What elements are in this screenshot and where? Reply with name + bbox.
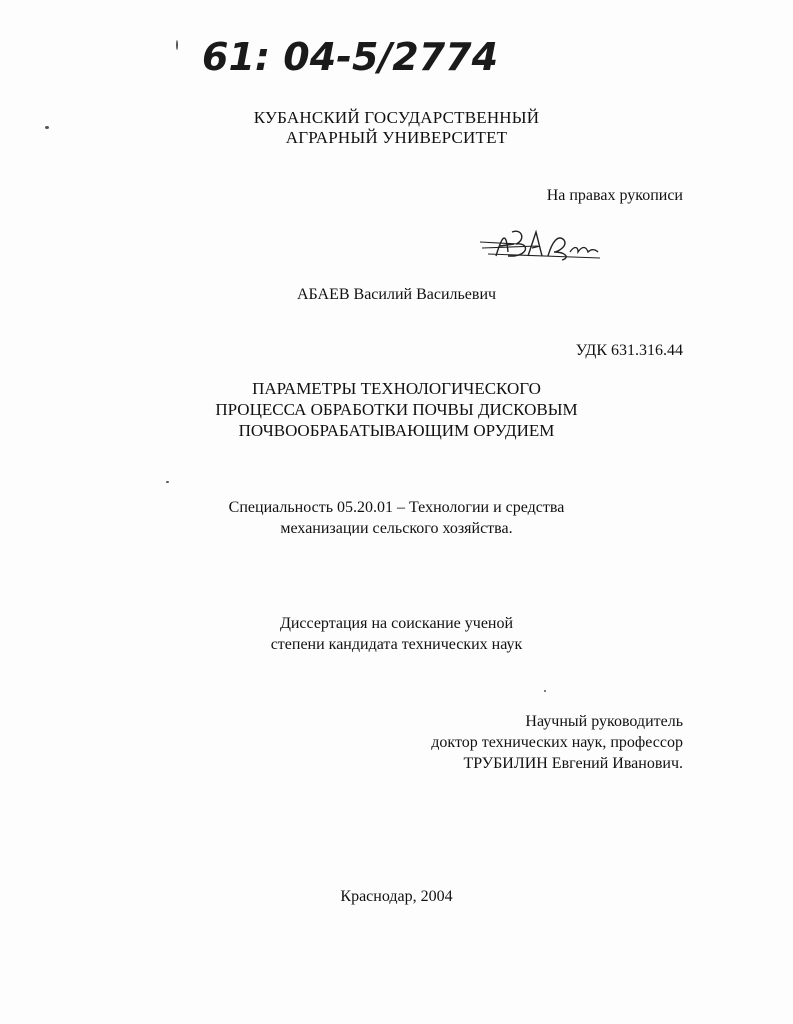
city-year: Краснодар, 2004 [340, 888, 453, 905]
supervisor-line-1: Научный руководитель [525, 713, 683, 730]
scan-mark [166, 481, 169, 483]
supervisor-line-2: доктор технических наук, профессор [431, 734, 683, 751]
supervisor-line-3: ТРУБИЛИН Евгений Иванович. [463, 755, 683, 772]
scan-mark [176, 40, 178, 50]
archive-code-svg [202, 26, 499, 86]
degree-line-2: степени кандидата технических наук [270, 636, 523, 653]
title-line-3: ПОЧВООБРАБАТЫВАЮЩИМ ОРУДИЕМ [238, 421, 555, 440]
supervisor [431, 711, 683, 774]
author-name: АБАЕВ Василий Васильевич [297, 286, 497, 303]
udk-code: УДК 631.316.44 [575, 342, 683, 359]
signature-drawing [478, 222, 602, 270]
university-line-2: АГРАРНЫЙ УНИВЕРСИТЕТ [285, 128, 508, 147]
author-signature [478, 222, 602, 270]
university-name [0, 108, 793, 148]
title-line-1: ПАРАМЕТРЫ ТЕХНОЛОГИЧЕСКОГО [252, 379, 541, 398]
dissertation-title [0, 378, 793, 441]
scan-mark [544, 690, 546, 692]
specialty [0, 497, 793, 539]
specialty-line-1: Специальность 05.20.01 – Технологии и средства [228, 499, 565, 516]
rights-note: На правах рукописи [546, 187, 683, 204]
degree-line-1: Диссертация на соискание ученой [279, 615, 514, 632]
title-line-2: ПРОЦЕССА ОБРАБОТКИ ПОЧВЫ ДИСКОВЫМ [215, 400, 578, 419]
degree-statement [0, 613, 793, 655]
university-line-1: КУБАНСКИЙ ГОСУДАРСТВЕННЫЙ [253, 108, 540, 127]
specialty-line-2: механизации сельского хозяйства. [280, 520, 513, 537]
archive-code-text: 61: 04-5/2774 [202, 35, 499, 79]
archive-code-handwritten [202, 26, 499, 86]
